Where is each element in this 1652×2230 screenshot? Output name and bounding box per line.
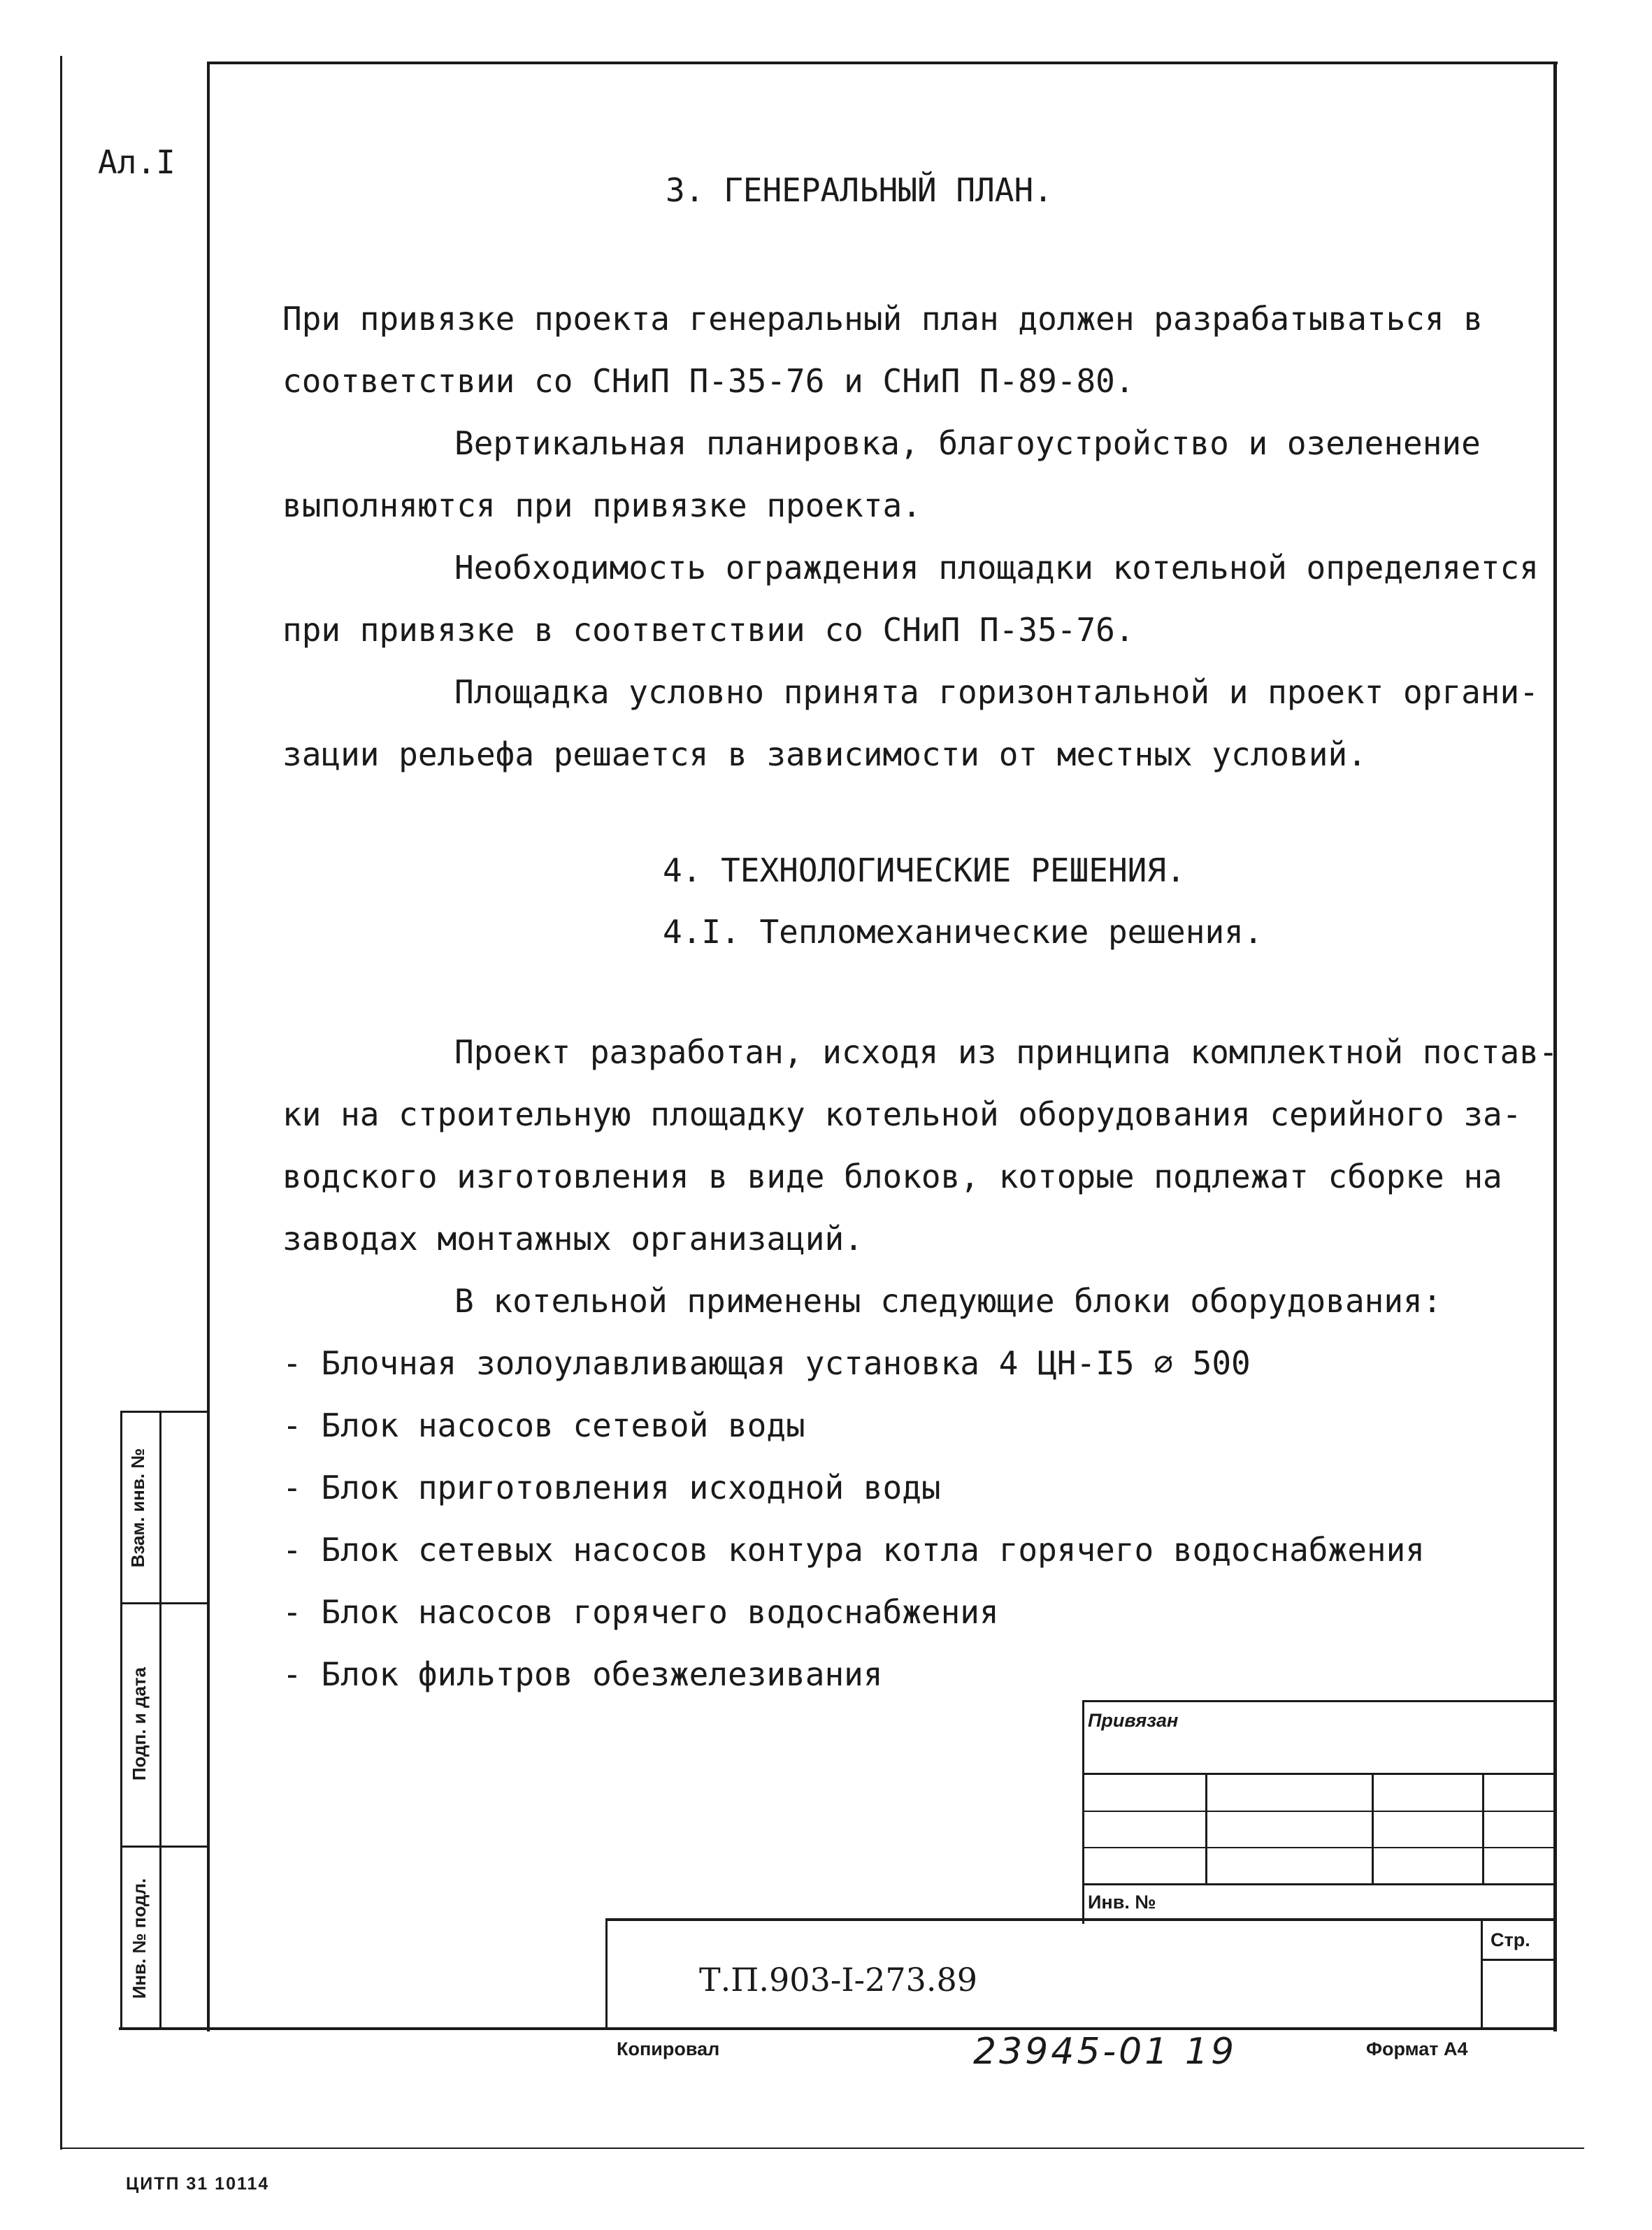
frame-left — [207, 62, 210, 2031]
equipment-block-item: - Блок приготовления исходной воды — [282, 1469, 941, 1506]
frame-bottom — [119, 2027, 1557, 2030]
section3-line: Площадка условно принята горизонтальной и проект органи- — [454, 673, 1539, 711]
printer-mark: ЦИТП 31 10114 — [126, 2174, 270, 2194]
side-stamp-vzam-label: Взам. инв. № — [127, 1448, 148, 1568]
sheet-label: Ал.I — [98, 143, 175, 181]
equipment-block-item: - Блок насосов горячего водоснабжения — [282, 1593, 999, 1631]
section4-line: Проект разработан, исходя из принципа комплектной постав- — [454, 1033, 1558, 1071]
equipment-block-item: - Блок фильтров обезжелезивания — [282, 1655, 883, 1693]
section3-title: 3. ГЕНЕРАЛЬНЫЙ ПЛАН. — [666, 171, 1053, 209]
section3-line: выполняются при привязке проекта. — [282, 487, 921, 524]
section4-title: 4. ТЕХНОЛОГИЧЕСКИЕ РЕШЕНИЯ. — [663, 851, 1186, 889]
equipment-block-item: - Блок сетевых насосов контура котла горячего водоснабжения — [282, 1531, 1425, 1569]
page-label: Стр. — [1491, 1929, 1530, 1950]
document-code: Т.П.903-I-273.89 — [699, 1961, 978, 1999]
side-stamp-podp-label: Подп. и дата — [129, 1667, 150, 1781]
binding-block-title: Привязан — [1088, 1710, 1179, 1731]
bottom-trim-line — [60, 2148, 1584, 2149]
copied-label: Копировал — [617, 2038, 720, 2059]
side-stamp-inv-podl-label: Инв. № подл. — [129, 1878, 150, 1999]
section3-line: При привязке проекта генеральный план должен разрабатываться в — [282, 300, 1484, 338]
frame-top — [207, 62, 1558, 64]
section4-line: водского изготовления в виде блоков, которые подлежат сборке на — [282, 1158, 1502, 1195]
handwritten-number: 23945-01 19 — [973, 2031, 1237, 2073]
equipment-block-item: - Блочная золоулавливающая установка 4 ЦН-I5 ⌀ 500 — [282, 1344, 1251, 1382]
section4-subtitle: 4.I. Тепломеханические решения. — [663, 913, 1263, 951]
format-label: Формат А4 — [1366, 2038, 1468, 2059]
left-margin-line — [60, 56, 62, 2150]
section3-line: Вертикальная планировка, благоустройство и озеленение — [454, 424, 1481, 462]
binding-block-inv-label: Инв. № — [1088, 1892, 1156, 1913]
section3-line: соответствии со СНиП П-35-76 и СНиП П-89-80. — [282, 362, 1135, 400]
section3-line: зации рельефа решается в зависимости от местных условий. — [282, 735, 1367, 773]
section4-line: В котельной применены следующие блоки оборудования: — [454, 1282, 1442, 1320]
section4-line: ки на строительную площадку котельной оборудования серийного за- — [282, 1095, 1522, 1133]
equipment-block-item: - Блок насосов сетевой воды — [282, 1407, 805, 1444]
section3-line: Необходимость ограждения площадки котельной определяется — [454, 549, 1539, 587]
section4-line: заводах монтажных организаций. — [282, 1220, 863, 1258]
section3-line: при привязке в соответствии со СНиП П-35-76. — [282, 611, 1135, 649]
